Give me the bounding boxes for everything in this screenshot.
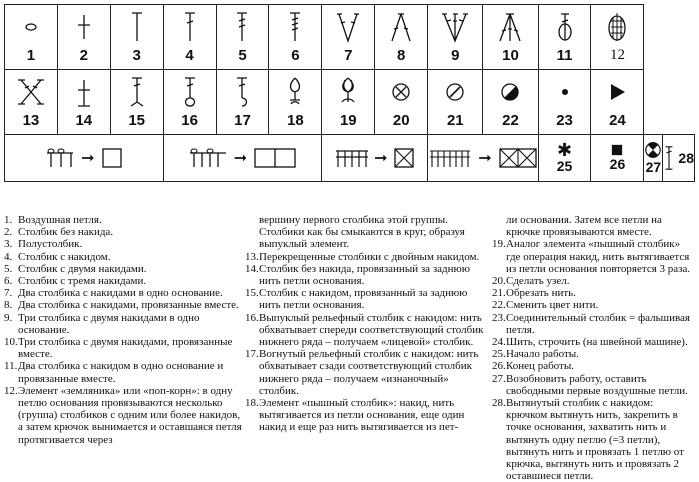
legend-column-1 bbox=[4, 214, 246, 446]
double-square-x-icon bbox=[498, 147, 538, 169]
square-x-icon bbox=[393, 147, 415, 169]
symbol-cell: 20 bbox=[375, 70, 428, 135]
legend-item: 14. Столбик без накида, провязанный за заднюю нить петли основания. bbox=[245, 262, 470, 288]
front-post-icon bbox=[174, 74, 206, 110]
symbol-cell: 15 bbox=[110, 70, 163, 135]
sequence-cell-4 bbox=[428, 135, 538, 182]
elongated-stitch-icon bbox=[663, 144, 675, 172]
legend-item: 26. Конец работы. bbox=[492, 360, 574, 373]
legend-item: вершину первого столбика этой группы. Столбики как бы смыкаются в круг, образуя выпуклый элемент. bbox=[259, 214, 465, 251]
symbol-cell: 14 bbox=[57, 70, 110, 135]
symbol-cell: 2 bbox=[57, 5, 110, 70]
legend-item: 25. Начало работы. bbox=[492, 348, 579, 361]
loops-on-hook-icon bbox=[188, 147, 228, 169]
plus-stitch-icon bbox=[68, 9, 100, 45]
legend-item: 11. Два столбика с накидом в одно основание и провязанные вместе. bbox=[4, 360, 224, 385]
legend-item: 17. Вогнутый рельефный столбик с накидом: нить обхватывает сзади соответствующий столбик нижнего ряда – получаем «изнаночный» столбик. bbox=[245, 348, 479, 397]
posts-icon bbox=[334, 147, 368, 169]
symbol-table bbox=[4, 4, 695, 182]
triple-v-icon bbox=[439, 9, 471, 45]
symbol-cell: 18 bbox=[269, 70, 322, 135]
symbol-cell: 4 bbox=[163, 5, 216, 70]
symbol-cell: 5 bbox=[216, 5, 269, 70]
legend-item: 6. Столбик с тремя накидами. bbox=[4, 275, 147, 288]
symbol-cell: 8 bbox=[375, 5, 428, 70]
legend-item: 4. Столбик с накидом. bbox=[4, 250, 111, 263]
half-double-icon bbox=[121, 9, 153, 45]
crossed-doubles-icon bbox=[15, 74, 47, 110]
asterisk-icon: ✱ bbox=[556, 140, 573, 160]
arrow-right-icon: ➞ bbox=[374, 150, 388, 167]
symbol-row-2 bbox=[5, 70, 695, 135]
back-loop-dc-icon bbox=[121, 74, 153, 110]
sequence-cell-3 bbox=[322, 135, 428, 182]
symbol-cell: 9 bbox=[428, 5, 483, 70]
legend bbox=[4, 214, 695, 482]
legend-item: 21. Обрезать нить. bbox=[492, 287, 576, 300]
symbol-row-1 bbox=[5, 5, 695, 70]
legend-item: 19. Аналог элемента «пышный столбик» где операция накид, нить вытягивается из петли основания повторяется 3 раза. bbox=[492, 238, 691, 275]
symbol-cell: 6 bbox=[269, 5, 322, 70]
dot-icon bbox=[549, 74, 581, 110]
symbol-cell: 16 bbox=[163, 70, 216, 135]
legend-item: 28. Вытянутый столбик с накидом: крючком вытянуть нить, закрепить в точке основания, захватить нить и вытянуть одну петлю (=3 петли), вытянуть нить и провязать 1 петлю от крючка, вытянуть нить и провязать 2 оставшиеся петли. bbox=[492, 397, 684, 482]
symbol-cell: 24 bbox=[591, 70, 644, 135]
v-two-joined-icon bbox=[385, 9, 417, 45]
double-crochet-icon bbox=[174, 9, 206, 45]
symbol-cell: 12 bbox=[591, 5, 644, 70]
symbol-cell: 1 bbox=[5, 5, 58, 70]
legend-item: 2. Столбик без накида. bbox=[4, 226, 114, 239]
circle-quarters-icon bbox=[644, 141, 662, 159]
legend-item: 12. Элемент «земляника» или «поп-корн»: в одну петлю основания провязываются несколько (группа) столбиков с одним или более накидов, а затем крючок вынимается и оставшаяся петля протягивается через bbox=[4, 384, 242, 446]
legend-item: 16. Выпуклый рельефный столбик с накидом: нить обхватывает спереди соответствующий столбик нижнего ряда – получаем «лицевой» столбик. bbox=[245, 311, 484, 349]
oval-chain-icon bbox=[15, 9, 47, 45]
legend-item: 23. Соединительный столбик = фальшивая петля. bbox=[492, 311, 690, 336]
legend-item: ли основания. Затем все петли на крючке провязываются вместе. bbox=[506, 214, 662, 239]
legend-item: 5. Столбик с двумя накидами. bbox=[4, 262, 147, 275]
cluster-icon bbox=[549, 9, 581, 45]
legend-item: 1. Воздушная петля. bbox=[4, 214, 102, 226]
treble-icon bbox=[226, 9, 258, 45]
triple-treble-icon bbox=[279, 9, 311, 45]
symbol-row-3 bbox=[5, 135, 695, 182]
symbol-cell: 7 bbox=[322, 5, 375, 70]
back-post-icon bbox=[226, 74, 258, 110]
double-square-icon bbox=[253, 147, 297, 169]
symbol-cell: 23 bbox=[538, 70, 591, 135]
legend-item: 9. Три столбика с двумя накидами в одно основание. bbox=[4, 311, 200, 336]
filled-square-icon bbox=[611, 144, 623, 156]
symbol-cell: 10 bbox=[483, 5, 538, 70]
symbol-cell: 11 bbox=[538, 5, 591, 70]
circle-half-icon bbox=[494, 74, 526, 110]
sequence-cell-1 bbox=[5, 135, 164, 182]
legend-item: 18. Элемент «пышный столбик»: накид, нить вытягивается из петли основания, еще один накид и еще раз нить вытягивается из пет- bbox=[245, 397, 465, 434]
loops-on-hook-icon bbox=[45, 147, 75, 169]
symbol-cell-27: 27 bbox=[644, 135, 663, 182]
symbol-cell: 22 bbox=[483, 70, 538, 135]
legend-item: 8. Два столбика с накидами, провязанные вместе. bbox=[4, 299, 239, 312]
v-two-stitch-icon bbox=[332, 9, 364, 45]
legend-column-2 bbox=[245, 214, 491, 434]
square-icon bbox=[101, 147, 123, 169]
triangle-icon bbox=[601, 74, 633, 110]
puff-variant-icon bbox=[332, 74, 364, 110]
legend-item: 20. Сделать узел. bbox=[492, 275, 570, 288]
symbol-cell-25: ✱ 25 bbox=[538, 135, 591, 182]
legend-item: 22. Сменить цвет нити. bbox=[492, 299, 599, 312]
symbol-cell: 21 bbox=[428, 70, 483, 135]
arrow-right-icon: ➞ bbox=[81, 150, 95, 167]
circle-slash-icon bbox=[439, 74, 471, 110]
sequence-cell-2 bbox=[163, 135, 322, 182]
legend-item: 15. Столбик с накидом, провязанный за заднюю нить петли основания. bbox=[245, 287, 468, 312]
symbol-cell: 3 bbox=[110, 5, 163, 70]
popcorn-icon bbox=[601, 9, 633, 45]
puff-stitch-icon bbox=[279, 74, 311, 110]
symbol-cell: 19 bbox=[322, 70, 375, 135]
legend-item: 3. Полустолбик. bbox=[4, 238, 83, 251]
arrow-right-icon: ➞ bbox=[478, 150, 492, 167]
three-joined-icon bbox=[494, 9, 526, 45]
legend-item: 10. Три столбика с двумя накидами, провязанные вместе. bbox=[4, 336, 233, 361]
legend-column-3 bbox=[492, 214, 695, 482]
posts-icon bbox=[428, 147, 472, 169]
symbol-cell-26: 26 bbox=[591, 135, 644, 182]
symbol-cell: 13 bbox=[5, 70, 58, 135]
legend-item: 24. Шить, строчить (на швейной машине). bbox=[492, 336, 688, 349]
arrow-right-icon: ➞ bbox=[233, 150, 248, 167]
symbol-cell: 17 bbox=[216, 70, 269, 135]
circle-x-icon bbox=[385, 74, 417, 110]
legend-item: 27. Возобновить работу, оставить свободными первые воздушные петли. bbox=[492, 372, 688, 397]
legend-item: 13. Перекрещенные столбики с двойным накидом. bbox=[245, 250, 480, 263]
legend-item: 7. Два столбика с накидами в одно основание. bbox=[4, 287, 223, 300]
symbol-cell-28: 28 bbox=[663, 135, 695, 182]
back-loop-sc-icon bbox=[68, 74, 100, 110]
